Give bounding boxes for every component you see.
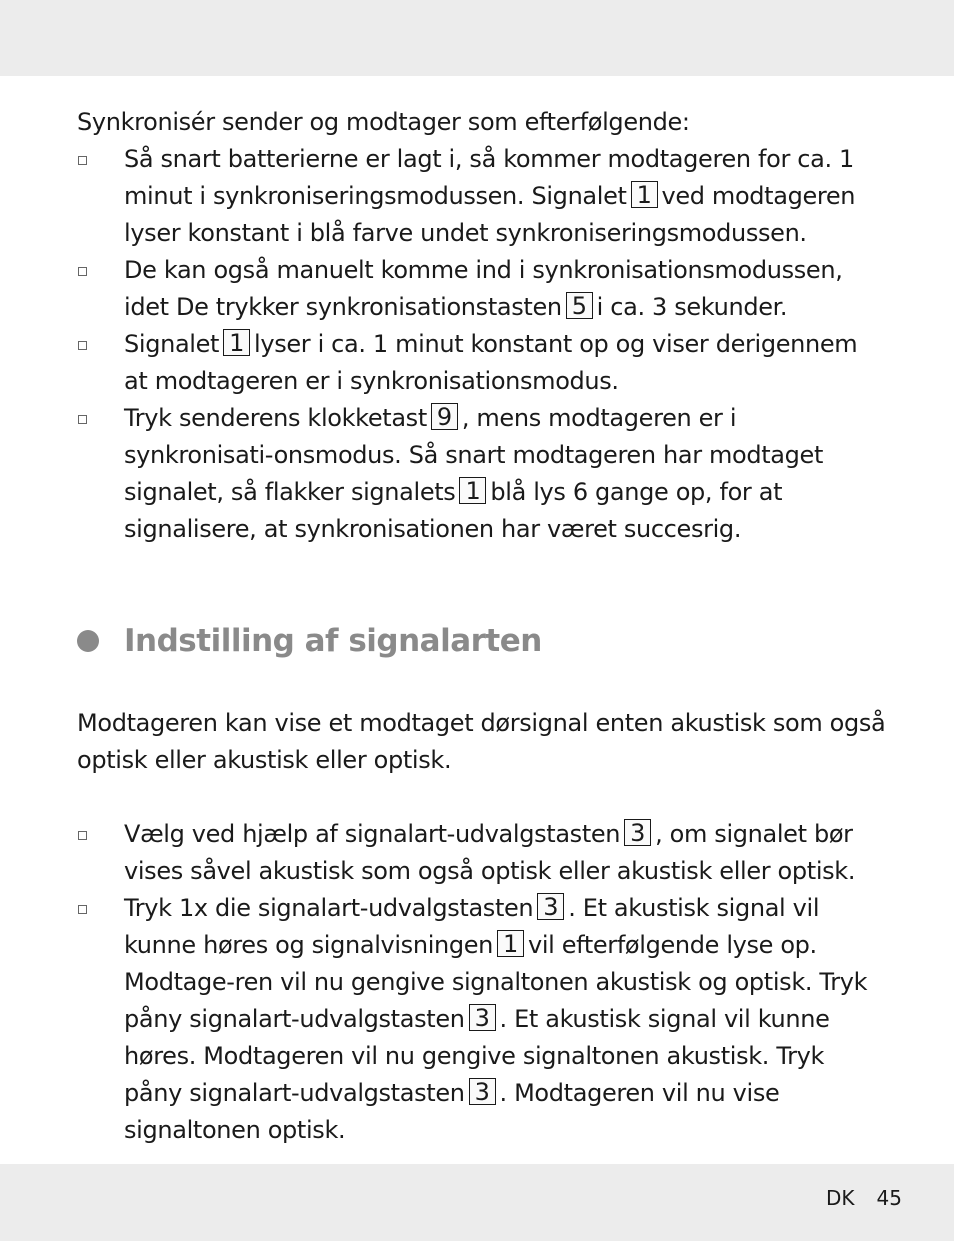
list-item: Tryk 1x die signalart-udvalgstasten 3 . Et akustisk signal vil kunne høres og signalvisningen 1 vil efterfølgende lyse op. Modtage-ren vil nu gengive signaltonen akustisk og optisk. Tryk påny signalart-udvalgstasten 3 . Et akustisk signal vil kunne høres. Modtageren vil nu gengive signaltonen akustisk. Tryk påny signalart-udvalgstasten 3 . Modtageren vil nu vise signaltonen optisk. [77, 890, 887, 1149]
checkbox-bullet-icon [78, 415, 87, 424]
footer-band [0, 1164, 954, 1241]
ref-box: 3 [469, 1004, 496, 1031]
intro-text: Synkronisér sender og modtager som efterfølgende: [77, 108, 690, 136]
list-item: Så snart batterierne er lagt i, så kommer modtageren for ca. 1 minut i synkroniseringsmodussen. Signalet 1 ved modtageren lyser konstant i blå farve undet synkroniseringsmodussen. [77, 141, 887, 252]
ref-box: 1 [631, 181, 658, 208]
ref-box: 1 [497, 930, 524, 957]
ref-box: 3 [537, 893, 564, 920]
checkbox-bullet-icon [78, 341, 87, 350]
ref-box: 5 [566, 292, 593, 319]
ref-box: 1 [459, 477, 486, 504]
list-item: Vælg ved hjælp af signalart-udvalgstasten 3 , om signalet bør vises såvel akustisk som også optisk eller akustisk eller optisk. [77, 816, 887, 890]
ref-box: 3 [469, 1078, 496, 1105]
ref-box: 1 [223, 329, 250, 356]
language-code: DK [826, 1186, 855, 1210]
list-item: Signalet 1 lyser i ca. 1 minut konstant op og viser derigennem at modtageren er i synkronisationsmodus. [77, 326, 887, 400]
ref-box: 9 [431, 403, 458, 430]
header-band [0, 0, 954, 76]
page-number: 45 [876, 1186, 902, 1210]
ref-box: 3 [624, 819, 651, 846]
list-item: De kan også manuelt komme ind i synkronisationsmodussen, idet De trykker synkronisationstasten 5 i ca. 3 sekunder. [77, 252, 887, 326]
checkbox-bullet-icon [78, 267, 87, 276]
section-paragraph: Modtageren kan vise et modtaget dørsignal enten akustisk som også optisk eller akustisk eller optisk. [77, 709, 886, 774]
checkbox-bullet-icon [78, 905, 87, 914]
list-item: Tryk senderens klokketast 9 , mens modtageren er i synkronisati-onsmodus. Så snart modtageren har modtaget signalet, så flakker signalets 1 blå lys 6 gange op, for at signalisere, at synkronisationen har været succesrig. [77, 400, 887, 548]
checkbox-bullet-icon [78, 156, 87, 165]
section-heading: Indstilling af signalarten [77, 621, 887, 661]
checkbox-bullet-icon [78, 831, 87, 840]
bullet-dot-icon [77, 630, 99, 652]
page-content [77, 104, 887, 1149]
page-footer [826, 1186, 902, 1210]
